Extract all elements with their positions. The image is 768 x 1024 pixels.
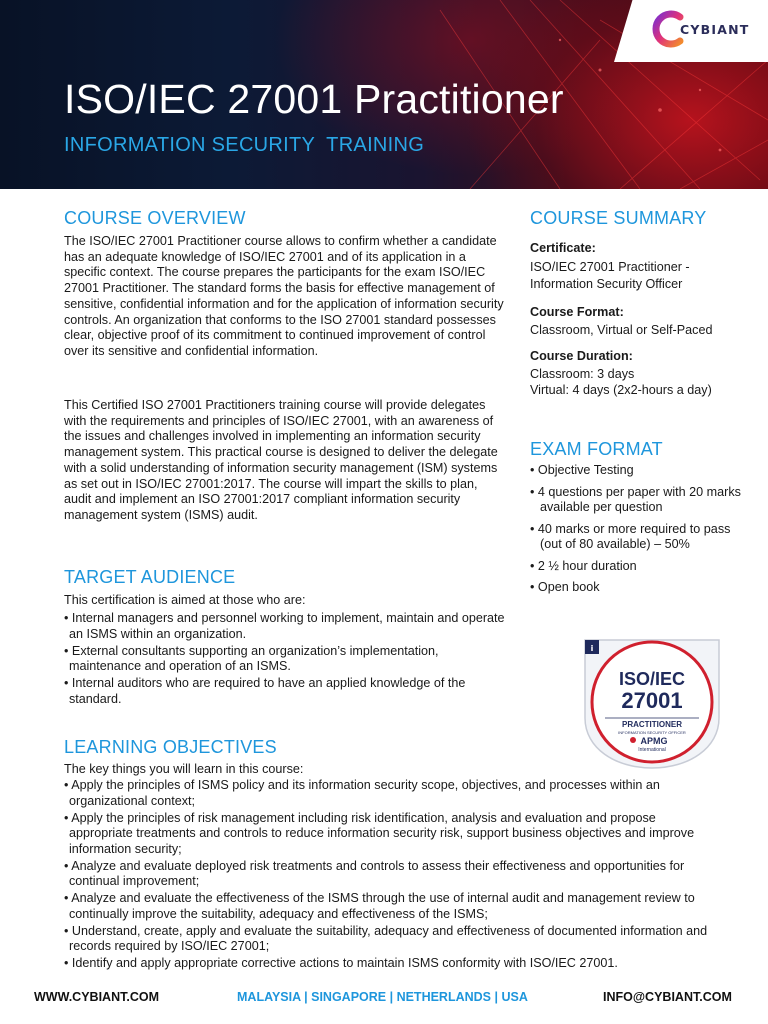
objectives-list [64,778,714,973]
list-item: • 2 ½ hour duration [530,559,745,575]
badge-line-1: ISO/IEC [618,669,686,689]
list-item: • Analyze and evaluate the effectiveness of the ISMS through the use of internal audit and management review to continually improve the suitability, adequacy and effectiveness of the ISMS; [64,891,714,922]
exam-format-list [530,463,745,602]
list-item: • Apply the principles of risk management including risk identification, analysis and evaluation and propose appropriate treatments and controls to reduce information security risk, support business objectives and improve information security; [64,811,714,858]
certificate-label: Certificate: [530,241,596,255]
badge-line-2: 27001 [621,688,683,713]
list-item: • Identify and apply appropriate corrective actions to maintain ISMS conformity with ISO/IEC 27001. [64,956,714,972]
page-title: ISO/IEC 27001 Practitioner [64,76,564,122]
audience-intro: This certification is aimed at those who are: [64,593,306,607]
list-item: • Internal auditors who are required to have an applied knowledge of the standard. [64,676,512,707]
badge-role: INFORMATION SECURITY OFFICER [618,730,686,735]
apmg-dot-icon [630,737,636,743]
course-format-label: Course Format: [530,305,624,319]
list-item: • Apply the principles of ISMS policy and its information security scope, objectives, and processes within an organizational context; [64,778,714,809]
duration-classroom: Classroom: 3 days [530,367,635,381]
list-item: • Understand, create, apply and evaluate the suitability, adequacy and effectiveness of documented information and records required by ISO/IEC 27001; [64,924,714,955]
website-link[interactable]: WWW.CYBIANT.COM [34,990,159,1004]
audience-list [64,611,512,709]
overview-paragraph-2: This Certified ISO 27001 Practitioners training course will provide delegates with the requirements and principles of ISO/IEC 27001, with an awareness of the issues and challenges involved in implementing an information security management system. This practical course is designed to deliver the delegate with a solid understanding of information security management (ISM) systems as set out in ISO/IEC 27001:2017. The course will impart the skills to plan, audit and implement an ISO 27001:2017 compliant information security management system (ISMS) audit. [64,398,498,522]
list-item: • Objective Testing [530,463,745,479]
iso-27001-practitioner-badge [577,636,727,772]
course-summary-heading: COURSE SUMMARY [530,208,707,228]
objectives-intro: The key things you will learn in this course: [64,762,304,776]
learning-objectives-heading: LEARNING OBJECTIVES [64,737,277,757]
list-item: • Open book [530,580,745,596]
badge-brand: APMG [640,736,668,746]
certificate-value: ISO/IEC 27001 Practitioner - Information Security Officer [530,260,690,291]
course-duration-label: Course Duration: [530,349,633,363]
locations-text: MALAYSIA | SINGAPORE | NETHERLANDS | USA [237,990,528,1004]
header-banner [0,0,768,189]
badge-brand-sub: International [638,747,666,753]
list-item: • Analyze and evaluate deployed risk treatments and controls to assess their effectiveness and opportunities for continual improvement; [64,859,714,890]
list-item: • Internal managers and personnel working to implement, maintain and operate an ISMS within an organization. [64,611,512,642]
list-item: • 4 questions per paper with 20 marks available per question [530,485,745,516]
list-item: • External consultants supporting an organization’s implementation, maintenance and operation of an ISMS. [64,644,512,675]
course-overview-heading: COURSE OVERVIEW [64,208,246,228]
logo-wordmark: CYBIANT [680,22,750,37]
course-format-value: Classroom, Virtual or Self-Paced [530,323,713,337]
svg-text:i: i [590,644,594,653]
page-subtitle: INFORMATION SECURITY TRAINING [64,134,425,156]
badge-level: PRACTITIONER [622,720,682,729]
exam-format-heading: EXAM FORMAT [530,439,663,459]
overview-paragraph-1: The ISO/IEC 27001 Practitioner course allows to confirm whether a candidate has an adequate knowledge of ISO/IEC 27001 and of its application in a specific context. The course prepares the participants for the exam ISO/IEC 27001 Practitioner. The standard forms the basis for effective management of sensitive, confidential information and for the application of information security controls. An organization that conforms to the ISO 27001 standard possesses clear, objective proof of its commitment to continued improvement of control over its sensitive and confidential information. [64,234,504,358]
email-link[interactable]: INFO@CYBIANT.COM [603,990,732,1004]
duration-virtual: Virtual: 4 days (2x2-hours a day) [530,383,712,397]
list-item: • 40 marks or more required to pass (out of 80 available) – 50% [530,522,745,553]
target-audience-heading: TARGET AUDIENCE [64,567,236,587]
